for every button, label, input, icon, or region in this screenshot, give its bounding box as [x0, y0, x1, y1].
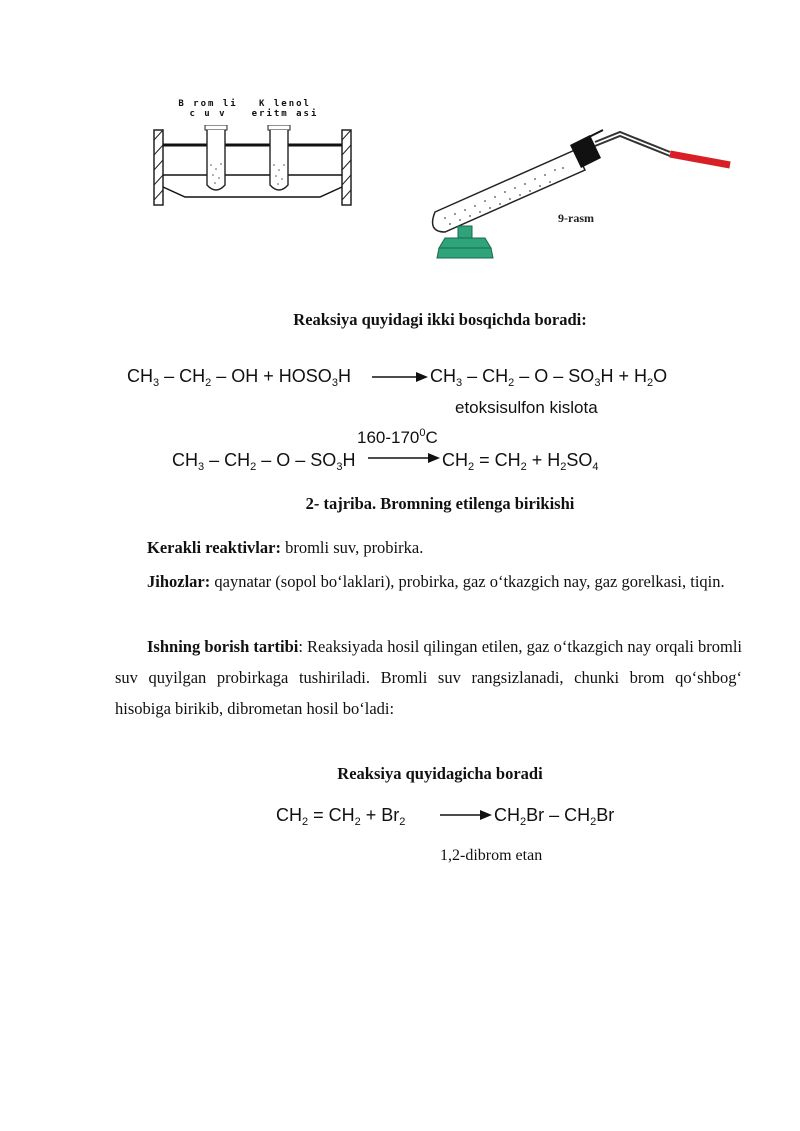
heading-experiment-2: 2- tajriba. Bromning etilenga birikishi — [305, 494, 575, 513]
equation-2-arrow — [368, 451, 440, 465]
product-name-dibrometan: 1,2-dibrom etan — [440, 847, 543, 864]
product-name-etoksisulfon: etoksisulfon kislota — [455, 398, 598, 417]
equation-1-products: $CH_3 - CH_2 - O - SO_3H + H_2O$ — [430, 366, 668, 389]
equation-3-arrow — [440, 808, 492, 822]
bromli-label-line1: B rom li — [178, 99, 238, 109]
heading-two-stages: Reaksiya quyidagi ikki bosqichda boradi: — [293, 310, 587, 329]
procedure-label: Ishning borish tartibi — [147, 637, 299, 656]
heated-test-tube-drawing — [425, 120, 735, 265]
apparatus-figure-left — [150, 95, 360, 210]
equation-3-reactants: $CH_2 = CH_2 + Br_2$ — [276, 805, 406, 828]
apparatus-figure-right — [425, 120, 735, 265]
equipment-label: Jihozlar: — [147, 572, 211, 591]
equation-2-products: $CH_2 = CH_2 + H_2SO_4$ — [442, 450, 599, 473]
paragraph-procedure — [115, 631, 742, 724]
equation-1-arrow — [372, 370, 428, 384]
figure-caption: 9-rasm — [558, 211, 594, 225]
equation-2-reactants: $CH_3 - CH_2$ – O – $SO_3H$ — [172, 450, 356, 473]
tube-rack-drawing — [150, 125, 360, 210]
bromli-suv-label — [178, 99, 238, 119]
reagents-label: Kerakli reaktivlar: — [147, 538, 281, 557]
reaction-condition-temperature: $160-170^0C$ — [357, 427, 438, 447]
equation-3-products: $CH_2Br - CH_2Br$ — [494, 805, 615, 828]
klenol-eritmasi-label — [250, 99, 320, 119]
equation-1-reactants: $CH_3 - CH_2$ – OH + $HOSO_3H$ — [127, 366, 351, 389]
reagents-text: bromli suv, probirka. — [280, 538, 424, 557]
paragraph-reagents — [115, 532, 742, 563]
klenol-label-line1: K lenol — [259, 99, 311, 109]
heading-reaction: Reaksiya quyidagicha boradi — [337, 764, 543, 783]
equipment-text: qaynatar (sopol bo‘laklari), probirka, gaz o‘tkazgich nay, gaz gorelkasi, tiqin. — [210, 572, 725, 591]
bromli-label-line2: c u v — [189, 109, 227, 119]
procedure-text: : Reaksiyada hosil qilingan etilen, gaz o‘tkazgich nay orqali bromli suv quyilgan probirkaga tushiriladi. Bromli suv rangsizlanadi, chunki brom qo‘shbog‘ hisobiga birikib, dibrometan hosil bo‘ladi: — [115, 637, 742, 718]
paragraph-equipment — [115, 566, 742, 597]
klenol-label-line2: eritm asi — [251, 109, 319, 119]
